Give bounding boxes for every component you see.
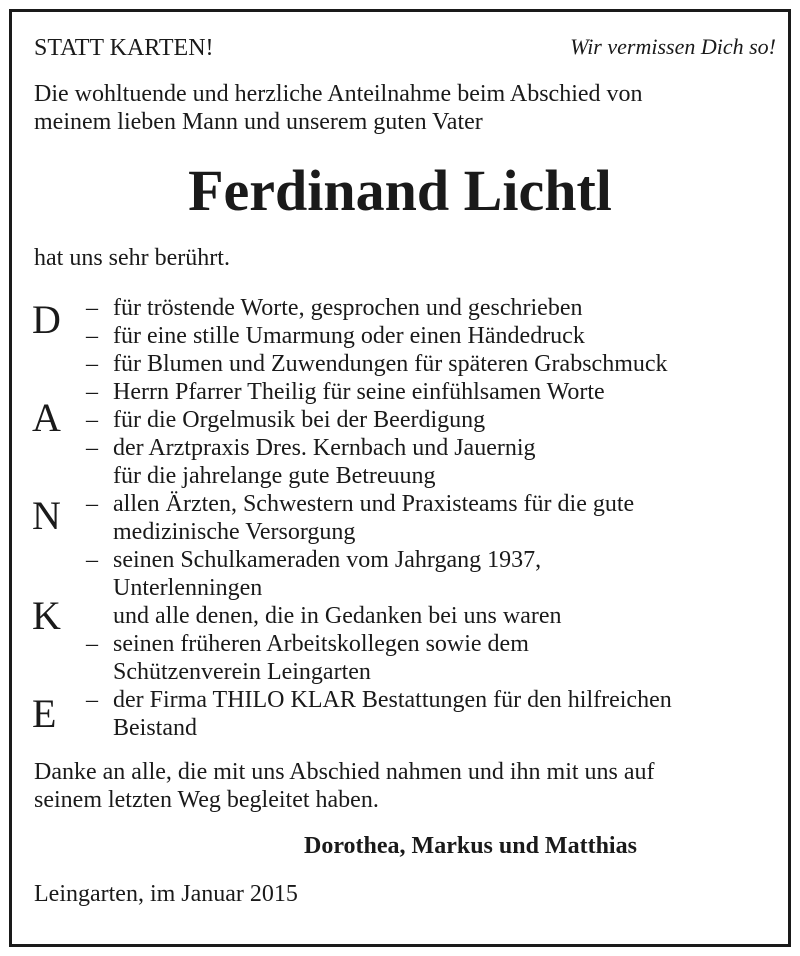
list-dash: – — [86, 351, 98, 377]
danke-letter: N — [32, 493, 61, 538]
list-dash: – — [86, 687, 98, 713]
touched-text: hat uns sehr berührt. — [34, 245, 230, 271]
closing-line: seinem letzten Weg begleitet haben. — [34, 787, 379, 813]
danke-line: Herrn Pfarrer Theilig für seine einfühlsamen Worte — [113, 379, 605, 405]
danke-letter: K — [32, 593, 61, 638]
danke-line: allen Ärzten, Schwestern und Praxisteams für die gute — [113, 491, 635, 517]
danke-letter: D — [32, 297, 61, 342]
danke-line: und alle denen, die in Gedanken bei uns waren — [113, 603, 562, 629]
danke-line: für Blumen und Zuwendungen für späteren Grabschmuck — [113, 351, 668, 377]
header-motto: Wir vermissen Dich so! — [570, 34, 776, 59]
danke-line: medizinische Versorgung — [113, 519, 356, 545]
deceased-name: Ferdinand Lichtl — [188, 158, 612, 223]
list-dash: – — [86, 295, 98, 321]
danke-line: seinen Schulkameraden vom Jahrgang 1937, — [113, 547, 542, 573]
danke-line: für tröstende Worte, gesprochen und geschrieben — [113, 295, 583, 321]
closing-line: Danke an alle, die mit uns Abschied nahmen und ihn mit uns auf — [34, 759, 655, 785]
danke-letter: A — [32, 395, 61, 440]
list-dash: – — [86, 379, 98, 405]
danke-line: der Firma THILO KLAR Bestattungen für den hilfreichen — [113, 687, 672, 713]
list-dash: – — [86, 323, 98, 349]
place-date: Leingarten, im Januar 2015 — [34, 881, 298, 907]
list-dash: – — [86, 407, 98, 433]
danke-letter: E — [32, 691, 57, 736]
intro-line: meinem lieben Mann und unserem guten Vater — [34, 109, 483, 135]
closing-text — [34, 758, 774, 814]
danke-line: Beistand — [113, 715, 197, 741]
danke-line: für eine stille Umarmung oder einen Händedruck — [113, 323, 585, 349]
danke-line: Unterlenningen — [113, 575, 263, 601]
header-statt-karten: STATT KARTEN! — [34, 35, 214, 61]
danke-line: seinen früheren Arbeitskollegen sowie dem — [113, 631, 529, 657]
list-dash: – — [86, 435, 98, 461]
danke-line: der Arztpraxis Dres. Kernbach und Jauernig — [113, 435, 536, 461]
intro-text — [34, 80, 764, 136]
signature: Dorothea, Markus und Matthias — [304, 833, 637, 859]
danke-line: für die jahrelange gute Betreuung — [113, 463, 436, 489]
list-dash: – — [86, 631, 98, 657]
list-dash: – — [86, 491, 98, 517]
intro-line: Die wohltuende und herzliche Anteilnahme beim Abschied von — [34, 81, 643, 107]
danke-line: für die Orgelmusik bei der Beerdigung — [113, 407, 486, 433]
list-dash: – — [86, 547, 98, 573]
danke-line: Schützenverein Leingarten — [113, 659, 371, 685]
